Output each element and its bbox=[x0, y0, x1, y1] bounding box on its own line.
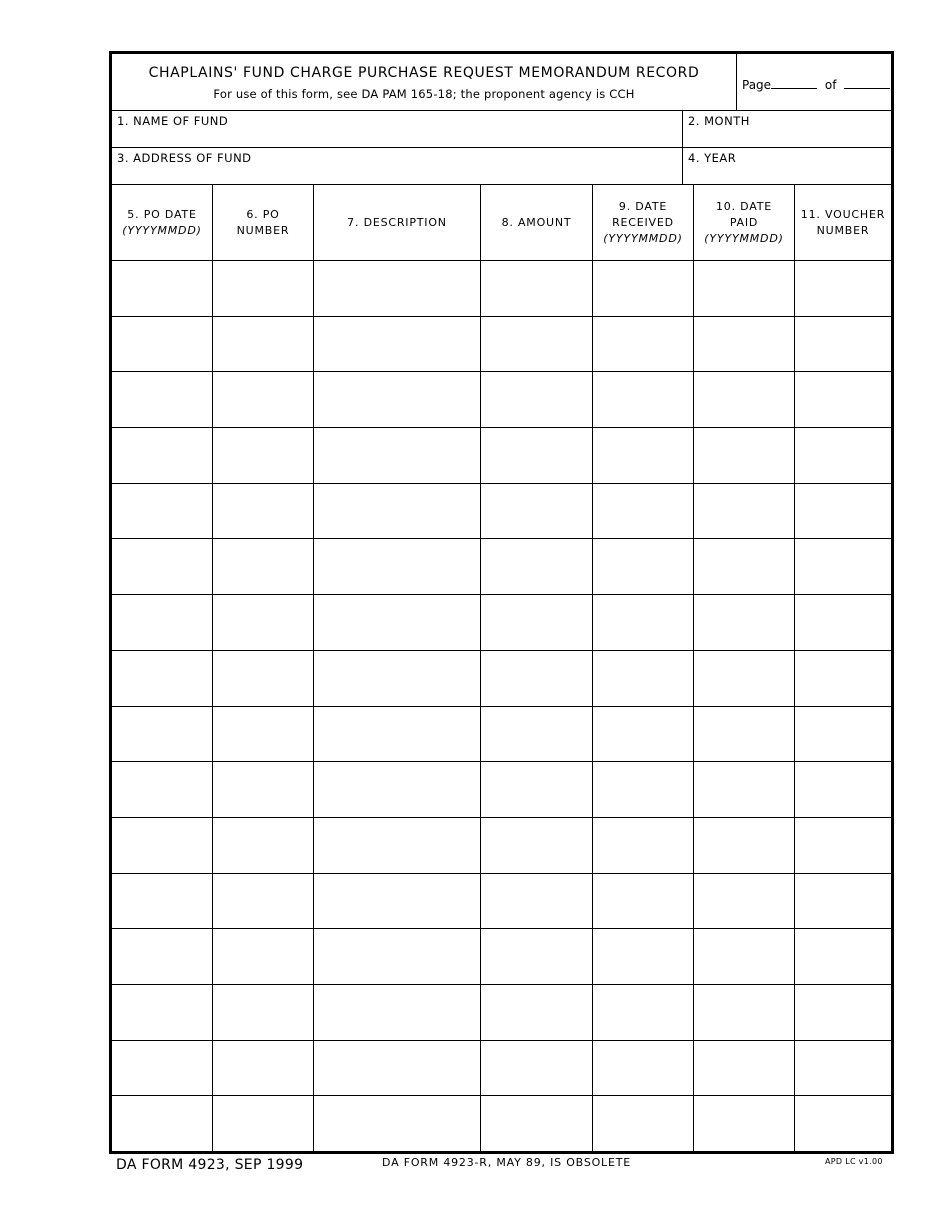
table-cell[interactable] bbox=[795, 594, 891, 649]
table-cell[interactable] bbox=[314, 538, 480, 593]
table-cell[interactable] bbox=[112, 817, 212, 872]
table-cell[interactable] bbox=[314, 817, 480, 872]
col-header-po-date-label: 5. PO DATE bbox=[127, 207, 197, 221]
table-cell[interactable] bbox=[112, 594, 212, 649]
table-cell[interactable] bbox=[694, 928, 794, 983]
table-cell[interactable] bbox=[481, 427, 592, 482]
table-cell[interactable] bbox=[694, 483, 794, 538]
table-cell[interactable] bbox=[481, 650, 592, 705]
table-cell[interactable] bbox=[593, 761, 693, 816]
col-header-po-number-line2: NUMBER bbox=[236, 223, 290, 237]
table-cell[interactable] bbox=[593, 371, 693, 426]
table-cell[interactable] bbox=[314, 984, 480, 1039]
table-cell[interactable] bbox=[593, 594, 693, 649]
table-cell[interactable] bbox=[694, 260, 794, 315]
table-cell[interactable] bbox=[694, 873, 794, 928]
col-header-date-received-line2: RECEIVED bbox=[612, 215, 674, 229]
table-row bbox=[112, 650, 891, 706]
table-cell[interactable] bbox=[593, 817, 693, 872]
table-cell[interactable] bbox=[213, 483, 313, 538]
table-cell[interactable] bbox=[795, 761, 891, 816]
table-cell[interactable] bbox=[112, 706, 212, 761]
col-header-date-paid-line2: PAID bbox=[729, 215, 759, 229]
table-cell[interactable] bbox=[213, 594, 313, 649]
table-cell[interactable] bbox=[314, 427, 480, 482]
table-cell[interactable] bbox=[112, 761, 212, 816]
table-cell[interactable] bbox=[314, 650, 480, 705]
table-row bbox=[112, 427, 891, 483]
col-header-po-date-format: (YYYYMMDD) bbox=[122, 223, 202, 237]
col-header-date-received-line1: 9. DATE bbox=[618, 199, 668, 213]
table-row bbox=[112, 761, 891, 817]
table-cell[interactable] bbox=[112, 371, 212, 426]
table-cell[interactable] bbox=[481, 594, 592, 649]
table-row bbox=[112, 260, 891, 316]
table-cell[interactable] bbox=[481, 371, 592, 426]
table-cell[interactable] bbox=[213, 706, 313, 761]
table-cell[interactable] bbox=[112, 260, 212, 315]
form-title: CHAPLAINS' FUND CHARGE PURCHASE REQUEST MEMORANDUM RECORD bbox=[148, 65, 700, 81]
col-header-date-received-format: (YYYYMMDD) bbox=[603, 231, 683, 245]
table-row bbox=[112, 706, 891, 762]
col-header-date-paid-line1: 10. DATE bbox=[715, 199, 772, 213]
table-cell[interactable] bbox=[213, 260, 313, 315]
table-cell[interactable] bbox=[314, 928, 480, 983]
table-cell[interactable] bbox=[694, 538, 794, 593]
table-cell[interactable] bbox=[795, 817, 891, 872]
table-cell[interactable] bbox=[593, 260, 693, 315]
table-cell[interactable] bbox=[795, 538, 891, 593]
table-row bbox=[112, 873, 891, 929]
table-cell[interactable] bbox=[795, 706, 891, 761]
table-cell[interactable] bbox=[795, 316, 891, 371]
table-cell[interactable] bbox=[112, 1095, 212, 1150]
table-cell[interactable] bbox=[481, 817, 592, 872]
table-cell[interactable] bbox=[213, 316, 313, 371]
year-label: 4. YEAR bbox=[688, 151, 737, 165]
page-label: Page bbox=[742, 78, 772, 92]
table-cell[interactable] bbox=[481, 706, 592, 761]
table-cell[interactable] bbox=[481, 873, 592, 928]
table-row bbox=[112, 1095, 891, 1151]
table-cell[interactable] bbox=[593, 873, 693, 928]
table-cell[interactable] bbox=[481, 1040, 592, 1095]
table-cell[interactable] bbox=[795, 1095, 891, 1150]
table-cell[interactable] bbox=[593, 706, 693, 761]
form-id: DA FORM 4923, SEP 1999 bbox=[116, 1157, 304, 1173]
table-cell[interactable] bbox=[593, 427, 693, 482]
col-header-voucher-number-line2: NUMBER bbox=[816, 223, 870, 237]
table-cell[interactable] bbox=[593, 483, 693, 538]
table-cell[interactable] bbox=[112, 873, 212, 928]
table-cell[interactable] bbox=[314, 873, 480, 928]
table-cell[interactable] bbox=[112, 650, 212, 705]
month-label: 2. MONTH bbox=[688, 114, 750, 128]
table-cell[interactable] bbox=[314, 1040, 480, 1095]
table-cell[interactable] bbox=[694, 316, 794, 371]
table-cell[interactable] bbox=[481, 316, 592, 371]
table-cell[interactable] bbox=[694, 650, 794, 705]
table-cell[interactable] bbox=[593, 538, 693, 593]
table-cell[interactable] bbox=[112, 427, 212, 482]
table-cell[interactable] bbox=[112, 316, 212, 371]
table-cell[interactable] bbox=[694, 1040, 794, 1095]
table-row bbox=[112, 483, 891, 539]
table-row bbox=[112, 817, 891, 873]
table-cell[interactable] bbox=[481, 538, 592, 593]
table-row bbox=[112, 371, 891, 427]
table-cell[interactable] bbox=[112, 1040, 212, 1095]
table-cell[interactable] bbox=[314, 260, 480, 315]
table-cell[interactable] bbox=[213, 1095, 313, 1150]
col-header-amount-label: 8. AMOUNT bbox=[501, 215, 572, 229]
table-cell[interactable] bbox=[213, 928, 313, 983]
table-cell[interactable] bbox=[213, 817, 313, 872]
table-cell[interactable] bbox=[314, 761, 480, 816]
col-header-date-paid-format: (YYYYMMDD) bbox=[704, 231, 784, 245]
form-frame bbox=[109, 51, 894, 1154]
table-cell[interactable] bbox=[314, 1095, 480, 1150]
table-cell[interactable] bbox=[213, 427, 313, 482]
record-table bbox=[112, 54, 891, 1151]
table-cell[interactable] bbox=[694, 427, 794, 482]
table-cell[interactable] bbox=[795, 427, 891, 482]
table-cell[interactable] bbox=[481, 260, 592, 315]
table-cell[interactable] bbox=[694, 706, 794, 761]
version-label: APD LC v1.00 bbox=[825, 1157, 883, 1166]
table-cell[interactable] bbox=[795, 650, 891, 705]
table-cell[interactable] bbox=[795, 928, 891, 983]
table-cell[interactable] bbox=[112, 928, 212, 983]
table-cell[interactable] bbox=[314, 706, 480, 761]
table-cell[interactable] bbox=[694, 594, 794, 649]
table-row bbox=[112, 538, 891, 594]
table-cell[interactable] bbox=[694, 1095, 794, 1150]
table-cell[interactable] bbox=[795, 873, 891, 928]
table-cell[interactable] bbox=[112, 483, 212, 538]
table-cell[interactable] bbox=[314, 371, 480, 426]
table-cell[interactable] bbox=[694, 817, 794, 872]
table-cell[interactable] bbox=[795, 483, 891, 538]
table-cell[interactable] bbox=[694, 984, 794, 1039]
table-row bbox=[112, 316, 891, 372]
table-row bbox=[112, 928, 891, 984]
col-header-po-number-line1: 6. PO bbox=[246, 207, 280, 221]
table-cell[interactable] bbox=[481, 483, 592, 538]
table-cell[interactable] bbox=[213, 1040, 313, 1095]
table-cell[interactable] bbox=[112, 538, 212, 593]
table-cell[interactable] bbox=[593, 1040, 693, 1095]
table-cell[interactable] bbox=[593, 984, 693, 1039]
table-cell[interactable] bbox=[314, 483, 480, 538]
table-row bbox=[112, 984, 891, 1040]
table-cell[interactable] bbox=[213, 650, 313, 705]
table-cell[interactable] bbox=[795, 1040, 891, 1095]
table-cell[interactable] bbox=[213, 371, 313, 426]
table-cell[interactable] bbox=[694, 371, 794, 426]
table-cell[interactable] bbox=[481, 1095, 592, 1150]
table-cell[interactable] bbox=[593, 1095, 693, 1150]
table-cell[interactable] bbox=[593, 928, 693, 983]
table-cell[interactable] bbox=[213, 873, 313, 928]
table-cell[interactable] bbox=[795, 260, 891, 315]
table-cell[interactable] bbox=[314, 316, 480, 371]
table-cell[interactable] bbox=[593, 650, 693, 705]
table-row bbox=[112, 594, 891, 650]
table-cell[interactable] bbox=[481, 928, 592, 983]
table-cell[interactable] bbox=[795, 984, 891, 1039]
table-cell[interactable] bbox=[481, 984, 592, 1039]
name-of-fund-label: 1. NAME OF FUND bbox=[117, 114, 229, 128]
table-cell[interactable] bbox=[795, 371, 891, 426]
col-header-voucher-number-line1: 11. VOUCHER bbox=[800, 207, 886, 221]
table-cell[interactable] bbox=[112, 984, 212, 1039]
obsolete-note: DA FORM 4923-R, MAY 89, IS OBSOLETE bbox=[382, 1156, 632, 1169]
table-row bbox=[112, 1040, 891, 1096]
form-subtitle: For use of this form, see DA PAM 165-18; the proponent agency is CCH bbox=[213, 87, 635, 101]
table-cell[interactable] bbox=[481, 761, 592, 816]
col-header-description-label: 7. DESCRIPTION bbox=[347, 215, 447, 229]
table-cell[interactable] bbox=[593, 316, 693, 371]
table-cell[interactable] bbox=[694, 761, 794, 816]
address-of-fund-label: 3. ADDRESS OF FUND bbox=[117, 151, 252, 165]
table-cell[interactable] bbox=[314, 594, 480, 649]
table-cell[interactable] bbox=[213, 984, 313, 1039]
of-label: of bbox=[824, 78, 837, 92]
table-cell[interactable] bbox=[213, 538, 313, 593]
table-cell[interactable] bbox=[213, 761, 313, 816]
